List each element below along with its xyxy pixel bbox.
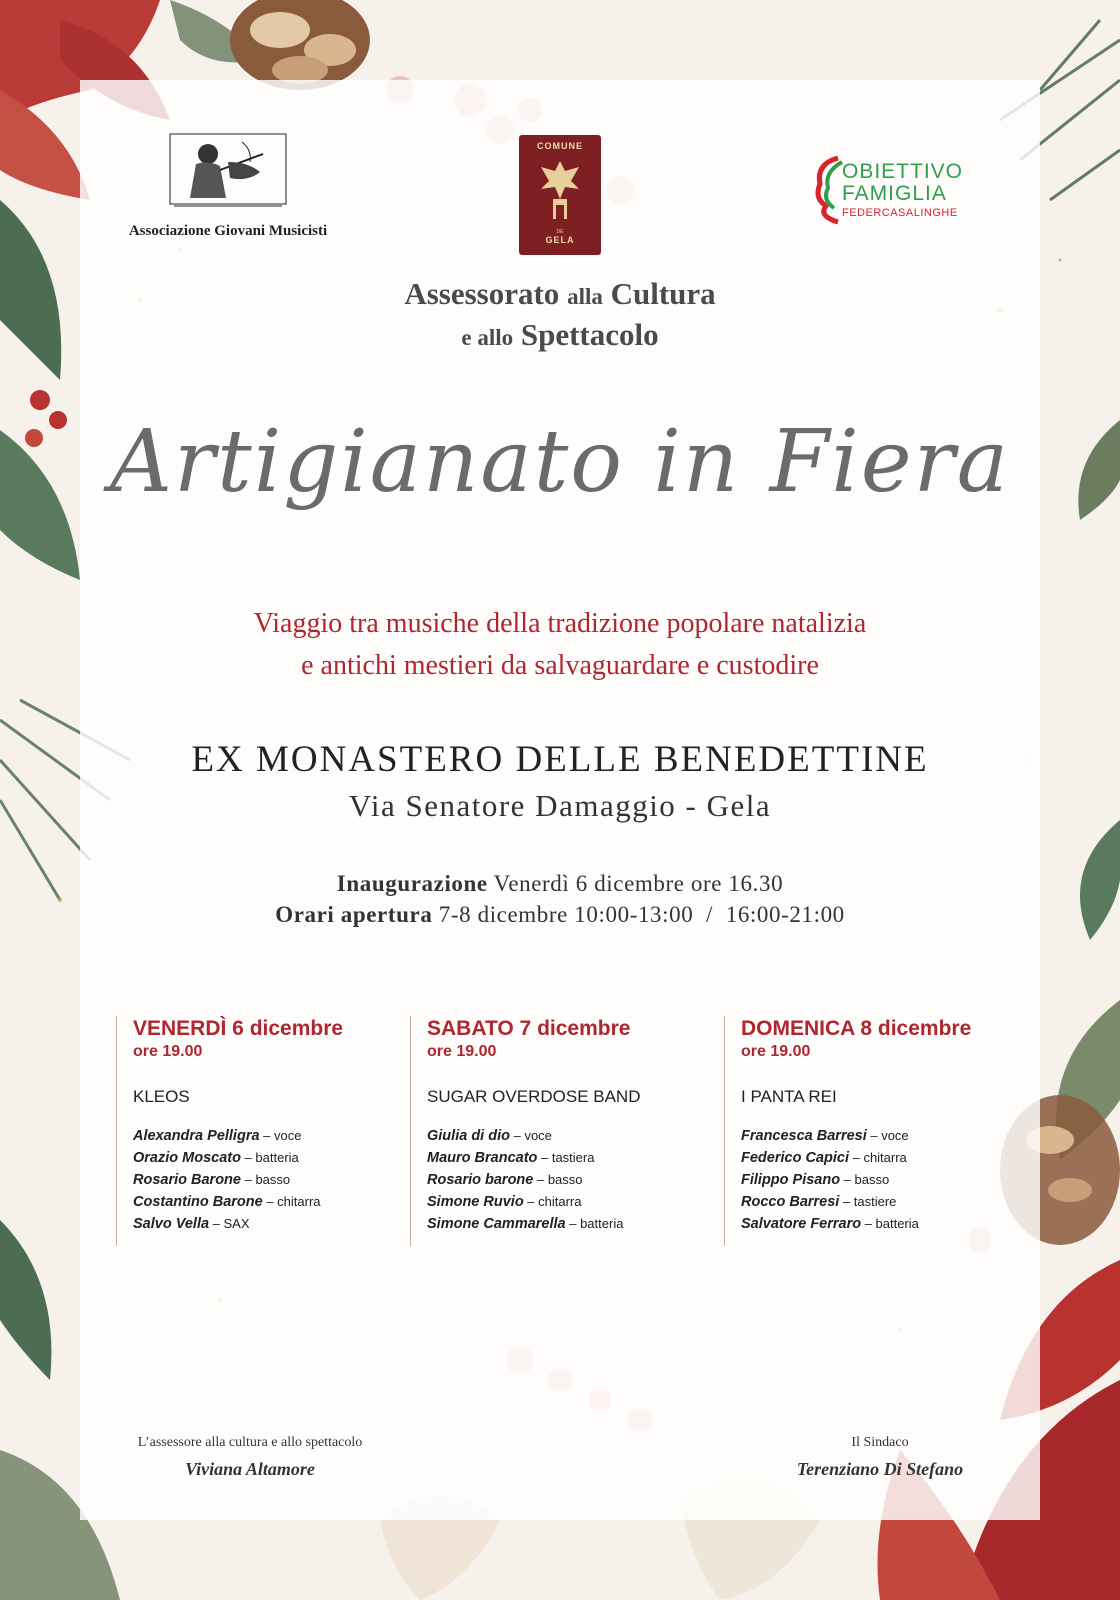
concert-program <box>116 1016 1026 1246</box>
member-role: – basso <box>840 1172 890 1187</box>
member-name: Salvo Vella <box>133 1216 210 1232</box>
member-name: Alexandra Pelligra <box>133 1128 260 1144</box>
program-day-1 <box>116 1016 396 1246</box>
list-item <box>741 1213 1024 1235</box>
venue-name: EX MONASTERO DELLE BENEDETTINE <box>191 739 929 780</box>
member-list <box>741 1125 1024 1235</box>
of-line-2: FAMIGLIA <box>842 182 947 205</box>
logo-comune-gela <box>519 135 601 255</box>
list-item <box>741 1191 1024 1213</box>
member-role: – chitarra <box>848 1150 907 1165</box>
member-list <box>427 1125 710 1235</box>
list-item <box>133 1213 396 1235</box>
member-name: Rosario Barone <box>133 1172 241 1188</box>
band-name: KLEOS <box>133 1087 190 1106</box>
member-role: – batteria <box>240 1150 299 1165</box>
venue-address: Via Senatore Damaggio - Gela <box>348 788 772 823</box>
list-item <box>133 1147 396 1169</box>
member-role: – chitarra <box>262 1194 321 1209</box>
member-name: Francesca Barresi <box>741 1128 867 1144</box>
eagle-crest-icon <box>535 155 585 227</box>
band-name: SUGAR OVERDOSE BAND <box>427 1087 641 1106</box>
event-hours <box>0 868 1120 930</box>
subtitle-line-2: e antichi mestieri da salvaguardare e custodire <box>301 650 819 681</box>
logo-associazione-giovani-musicisti <box>108 132 348 240</box>
time-label: ore 19.00 <box>741 1043 811 1060</box>
alla-word: alla <box>567 284 603 309</box>
member-name: Costantino Barone <box>133 1194 263 1210</box>
member-role: – voce <box>509 1128 552 1143</box>
signature-assessore <box>100 1435 400 1480</box>
member-role: – tastiera <box>537 1150 595 1165</box>
of-line-3: FEDERCASALINGHE <box>842 207 958 219</box>
member-name: Simone Cammarella <box>427 1216 566 1232</box>
logo-obiettivo-famiglia <box>808 154 978 226</box>
member-role: – basso <box>533 1172 583 1187</box>
member-name: Simone Ruvio <box>427 1194 524 1210</box>
violinist-engraving-icon <box>168 132 288 212</box>
member-name: Rocco Barresi <box>741 1194 840 1210</box>
sindaco-name: Terenziano Di Stefano <box>796 1459 964 1479</box>
family-silhouette-icon <box>808 154 844 226</box>
holly-left <box>0 200 80 580</box>
list-item <box>133 1169 396 1191</box>
event-subtitle <box>0 603 1120 687</box>
member-role: – tastiere <box>839 1194 897 1209</box>
comune-top-label: COMUNE <box>537 141 583 151</box>
member-name: Orazio Moscato <box>133 1150 241 1166</box>
day-label: DOMENICA 8 dicembre <box>741 1017 972 1040</box>
spettacolo-word: Spettacolo <box>520 317 659 352</box>
day-label: VENERDÌ 6 dicembre <box>133 1017 344 1040</box>
day-label: SABATO 7 dicembre <box>427 1017 631 1040</box>
e-allo-word: e allo <box>461 325 514 350</box>
list-item <box>427 1147 710 1169</box>
subtitle-line-1: Viaggio tra musiche della tradizione popolare natalizia <box>253 608 867 639</box>
member-role: – SAX <box>209 1216 250 1231</box>
inauguration-value: Venerdì 6 dicembre ore 16.30 <box>493 871 784 896</box>
event-title: Artigianato in Fiera <box>109 412 1011 512</box>
time-label: ore 19.00 <box>133 1043 203 1060</box>
member-name: Filippo Pisano <box>741 1172 841 1188</box>
assessore-role: L’assessore alla cultura e allo spettacolo <box>137 1435 363 1450</box>
list-item <box>427 1125 710 1147</box>
time-label: ore 19.00 <box>427 1043 497 1060</box>
cultura-word: Cultura <box>610 276 716 311</box>
list-item <box>741 1169 1024 1191</box>
comune-bottom-label: GELA <box>545 235 575 245</box>
opening-hours-line <box>0 899 1120 930</box>
program-day-3 <box>724 1016 1024 1246</box>
list-item <box>133 1191 396 1213</box>
member-name: Rosario barone <box>427 1172 534 1188</box>
list-item <box>133 1125 396 1147</box>
member-role: – batteria <box>565 1216 624 1231</box>
list-item <box>427 1213 710 1235</box>
program-day-2 <box>410 1016 710 1246</box>
member-role: – batteria <box>861 1216 919 1231</box>
comune-de-label: DE <box>556 229 564 235</box>
inauguration-label: Inaugurazione <box>336 871 488 896</box>
list-item <box>427 1191 710 1213</box>
opening-hours-label: Orari apertura <box>275 902 433 927</box>
opening-hours-value: 7-8 dicembre 10:00-13:00 / 16:00-21:00 <box>438 902 845 927</box>
member-name: Mauro Brancato <box>427 1150 538 1166</box>
member-name: Salvatore Ferraro <box>741 1216 862 1232</box>
sindaco-role: Il Sindaco <box>851 1435 909 1450</box>
assessorato-heading <box>0 275 1120 357</box>
assessore-name: Viviana Altamore <box>185 1459 315 1479</box>
inauguration-line <box>0 868 1120 899</box>
member-name: Federico Capici <box>741 1150 849 1166</box>
member-name: Giulia di dio <box>427 1128 510 1144</box>
list-item <box>741 1147 1024 1169</box>
member-role: – voce <box>866 1128 909 1143</box>
member-list <box>133 1125 396 1235</box>
signature-sindaco <box>740 1435 1020 1480</box>
member-role: – voce <box>259 1128 302 1143</box>
band-name: I PANTA REI <box>741 1087 837 1106</box>
member-role: – chitarra <box>523 1194 582 1209</box>
agm-name: Associazione Giovani Musicisti <box>128 223 328 239</box>
list-item <box>427 1169 710 1191</box>
assessorato-word: Assessorato <box>404 276 560 311</box>
list-item <box>741 1125 1024 1147</box>
of-line-1: OBIETTIVO <box>842 160 964 183</box>
pinecone-top <box>230 0 370 90</box>
member-role: – basso <box>240 1172 291 1187</box>
